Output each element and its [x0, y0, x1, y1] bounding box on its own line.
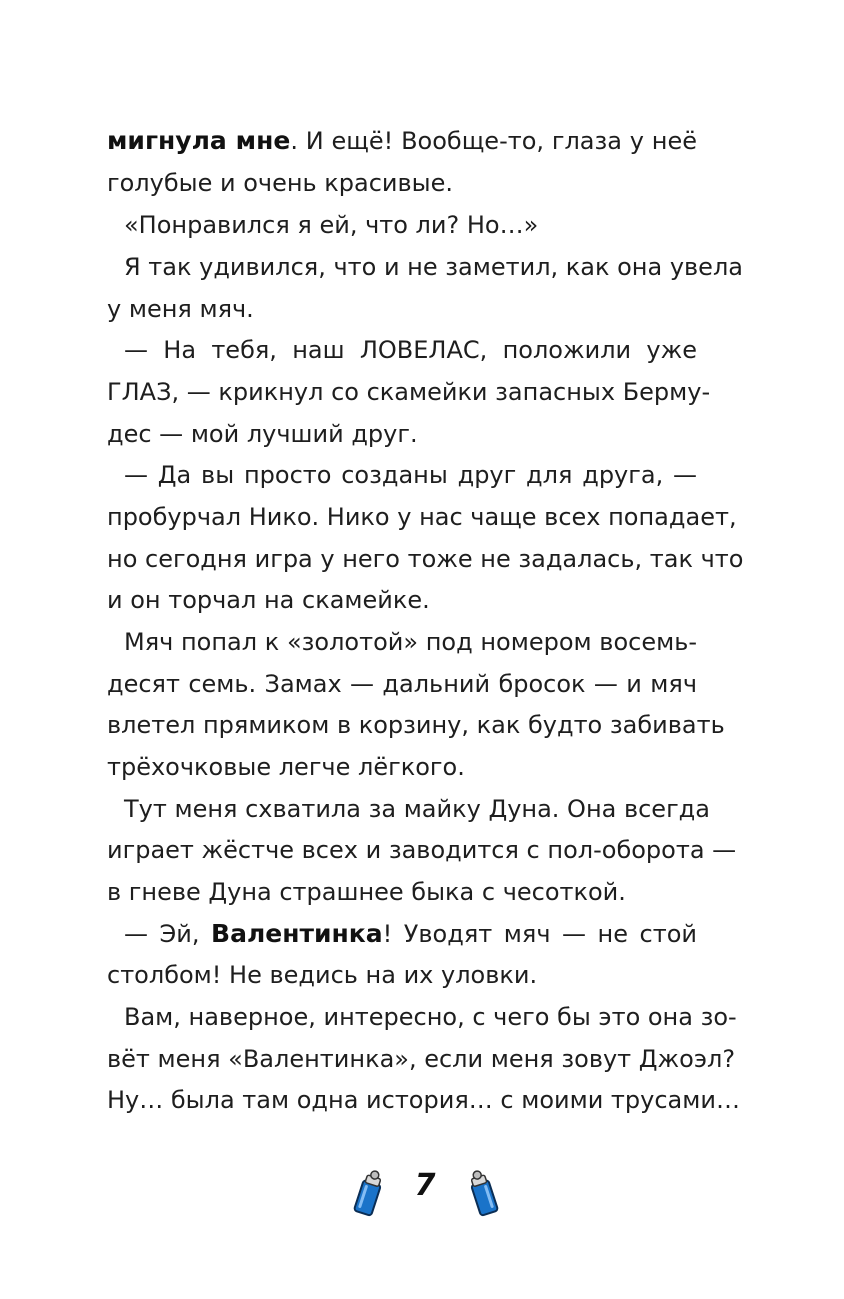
- blue-bottle-icon: [350, 1168, 386, 1218]
- page-number: 7: [414, 1168, 436, 1203]
- text-line: Ну… была там одна история… с моими трусами…: [107, 1086, 740, 1114]
- bold-phrase: мигнула мне: [107, 126, 291, 155]
- text-line: «Понравился я ей, что ли? Но…»: [124, 211, 539, 239]
- text-line: и он торчал на скамейке.: [107, 586, 430, 614]
- text-line: — Эй, Валентинка! Уводят мяч — не стой: [124, 919, 697, 948]
- text-line: влетел прямиком в корзину, как будто забивать: [107, 711, 725, 739]
- text-line: ГЛАЗ, — крикнул со скамейки запасных Берму-: [107, 378, 711, 406]
- text-line: мигнула мне. И ещё! Вообще-то, глаза у неё: [107, 126, 697, 155]
- text-line: пробурчал Нико. Нико у нас чаще всех попадает,: [107, 503, 737, 531]
- text-line: у меня мяч.: [107, 295, 254, 323]
- text-line: десят семь. Замах — дальний бросок — и мяч: [107, 670, 697, 698]
- text-line: дес — мой лучший друг.: [107, 420, 418, 448]
- text-line: играет жёстче всех и заводится с пол-оборота —: [107, 836, 737, 864]
- blue-bottle-icon: [466, 1168, 502, 1218]
- text-line: Вам, наверное, интересно, с чего бы это она зо-: [124, 1003, 737, 1031]
- text-line: трёхочковые легче лёгкого.: [107, 753, 465, 781]
- text-line: Мяч попал к «золотой» под номером восемь-: [124, 628, 697, 656]
- text-line: Я так удивился, что и не заметил, как она увела: [124, 253, 743, 281]
- bold-phrase: Валентинка: [211, 919, 383, 948]
- text-line: Тут меня схватила за майку Дуна. Она всегда: [124, 795, 710, 823]
- text-line: вёт меня «Валентинка», если меня зовут Джоэл?: [107, 1045, 736, 1073]
- page-footer: [0, 1160, 844, 1220]
- text-line: — На тебя, наш ЛОВЕЛАС, положили уже: [124, 336, 697, 364]
- text-line: голубые и очень красивые.: [107, 169, 454, 197]
- text-line: — Да вы просто созданы друг для друга, —: [124, 461, 697, 489]
- text-line: но сегодня игра у него тоже не задалась, так что: [107, 545, 744, 573]
- text-line: столбом! Не ведись на их уловки.: [107, 961, 538, 989]
- text-line: в гневе Дуна страшнее быка с чесоткой.: [107, 878, 626, 906]
